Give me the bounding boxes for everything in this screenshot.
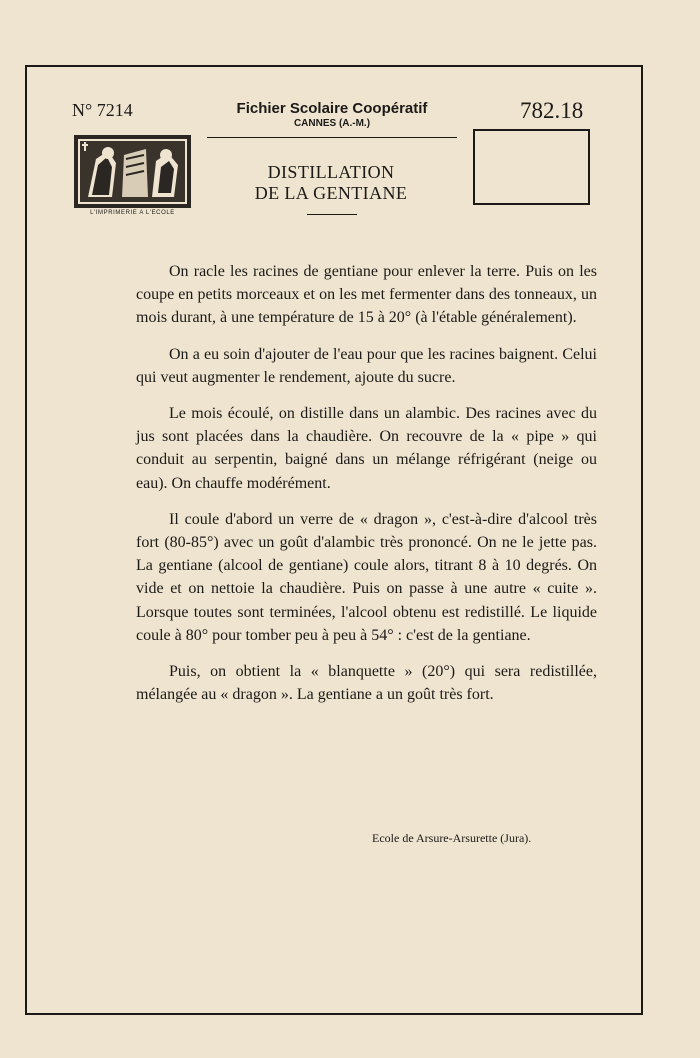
publisher-title: Fichier Scolaire Coopératif xyxy=(236,100,428,117)
signature: Ecole de Arsure-Arsurette (Jura). xyxy=(372,831,532,845)
header-divider xyxy=(207,137,457,138)
paragraph-4: Il coule d'abord un verre de « dragon », c'est-à-dire d'alcool très fort (80-85°) avec un goût d'alambic très prononcé. On ne le jette pas. La gentiane (alcool de gentiane) coule alors, titrant 8 à 10 degrés. On vide et on nettoie la chaudière. Puis on passe à une autre « cuite ». Lorsque toutes sont terminées, l'alcool obtenu est redistillé. Le liquide coule à 80° pour tomber peu à peu à 54° : c'est de la gentiane. xyxy=(136,510,597,644)
logo-caption: L'IMPRIMERIE A L'ECOLE xyxy=(90,210,175,216)
paragraph-1: On racle les racines de gentiane pour enlever la terre. Puis on les coupe en petits morceaux et on les met fermenter dans des tonneaux, un mois durant, à une température de 15 à 20° (à l'étable généralement). xyxy=(136,263,597,327)
paragraph-5: Puis, on obtient la « blanquette » (20°) qui sera redistillée, mélangée au « dragon ». La gentiane a un goût très fort. xyxy=(136,663,597,704)
title-line-1: DISTILLATION xyxy=(267,162,395,182)
paragraph-3: Le mois écoulé, on distille dans un alambic. Des racines avec du jus sont placées dans la chaudière. On recouvre de la « pipe » qui conduit au serpentin, baigné dans un mélange réfrigérant (neige ou eau). On chauffe modérément. xyxy=(136,405,597,492)
title-line-2: DE LA GENTIANE xyxy=(254,183,408,203)
document-title xyxy=(205,162,457,204)
document-body xyxy=(136,260,597,719)
classification-code: 782.18 xyxy=(520,98,584,123)
publisher-location: CANNES (A.-M.) xyxy=(293,118,371,129)
paragraph-2: On a eu soin d'ajouter de l'eau pour que les racines baignent. Celui qui veut augmenter le rendement, ajoute du sucre. xyxy=(136,345,597,386)
card-number: N° 7214 xyxy=(72,100,133,120)
printing-press-logo-icon xyxy=(74,135,191,208)
title-divider xyxy=(307,214,357,215)
empty-label-box xyxy=(473,129,590,205)
